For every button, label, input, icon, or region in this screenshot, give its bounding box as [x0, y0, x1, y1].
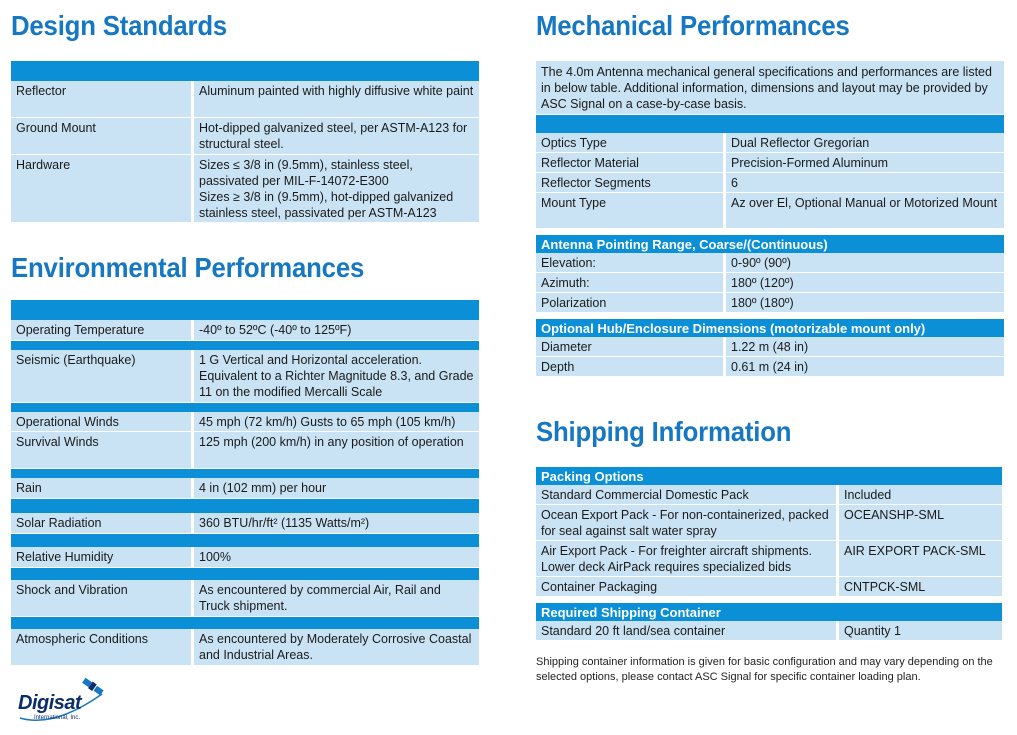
hub-dimensions-heading: Optional Hub/Enclosure Dimensions (motorizable mount only): [536, 319, 1004, 337]
logo-subtitle: International, Inc.: [34, 715, 81, 721]
row-value: Az over El, Optional Manual or Motorized Mount: [723, 193, 1004, 229]
table-row: [536, 541, 1002, 577]
table-row: [11, 350, 479, 403]
table-header-bar: [536, 115, 1004, 133]
packing-options-heading: Packing Options: [536, 467, 1002, 485]
row-label: Depth: [536, 357, 723, 377]
section-divider: [11, 568, 479, 580]
shipping-title: Shipping Information: [536, 416, 792, 447]
shipping-note: Shipping container information is given for basic configuration and may vary depending on the selected options, please contact ASC Signal for specific container loading plan.: [536, 656, 993, 683]
row-label: Survival Winds: [11, 432, 191, 469]
table-row: [536, 337, 1004, 357]
table-row: [11, 580, 479, 617]
row-label: Rain: [11, 478, 191, 499]
table-row: [536, 133, 1004, 153]
row-label: Operational Winds: [11, 412, 191, 432]
mechanical-section: [536, 61, 1004, 377]
row-value: 180º (120º): [723, 273, 1004, 293]
section-divider: [11, 469, 479, 478]
packing-options-table: [536, 485, 1002, 597]
row-value: OCEANSHP-SML: [836, 505, 1002, 541]
row-value: 125 mph (200 km/h) in any position of operation: [191, 432, 479, 469]
row-value: CNTPCK-SML: [836, 577, 1002, 597]
row-value: As encountered by commercial Air, Rail and Truck shipment.: [191, 580, 479, 617]
row-value: 100%: [191, 547, 479, 568]
table-row: [11, 412, 479, 432]
logo-name: Digisat: [18, 692, 82, 714]
row-label: Hardware: [11, 155, 191, 223]
environmental-table: [11, 300, 479, 666]
row-label: Polarization: [536, 293, 723, 313]
row-label: Mount Type: [536, 193, 723, 229]
row-label: Seismic (Earthquake): [11, 350, 191, 403]
row-value: 1.22 m (48 in): [723, 337, 1004, 357]
table-row: [536, 485, 1002, 505]
table-row: [536, 505, 1002, 541]
row-value: Hot-dipped galvanized steel, per ASTM-A123 for structural steel.: [191, 118, 479, 155]
row-value: Included: [836, 485, 1002, 505]
row-label: Azimuth:: [536, 273, 723, 293]
row-label: Standard Commercial Domestic Pack: [536, 485, 836, 505]
row-label: Elevation:: [536, 253, 723, 273]
row-value: 6: [723, 173, 1004, 193]
row-label: Ocean Export Pack - For non-containerized, packed for seal against salt water spray: [536, 505, 836, 541]
row-value: AIR EXPORT PACK-SML: [836, 541, 1002, 577]
digisat-logo: [14, 674, 114, 729]
table-row: [536, 153, 1004, 173]
row-value: As encountered by Moderately Corrosive Coastal and Industrial Areas.: [191, 629, 479, 666]
row-value: Dual Reflector Gregorian: [723, 133, 1004, 153]
required-container-heading: Required Shipping Container: [536, 603, 1002, 621]
table-header-bar: [11, 300, 479, 320]
table-row: [11, 118, 479, 155]
row-value: 0-90º (90º): [723, 253, 1004, 273]
design-standards-table: [11, 61, 479, 223]
row-value: 4 in (102 mm) per hour: [191, 478, 479, 499]
table-row: [536, 193, 1004, 229]
section-divider: [11, 341, 479, 350]
row-label: Operating Temperature: [11, 320, 191, 341]
section-divider: [11, 617, 479, 629]
table-row: [11, 629, 479, 666]
table-row: [11, 155, 479, 223]
table-row: [536, 577, 1002, 597]
mechanical-title: Mechanical Performances: [536, 10, 850, 41]
mechanical-intro: The 4.0m Antenna mechanical general specifications and performances are listed in below table. Additional information, dimensions and layout may be provided by ASC Signal on a case-by-case basis.: [536, 61, 1004, 114]
row-label: Air Export Pack - For freighter aircraft shipments. Lower deck AirPack requires specialized bids: [536, 541, 836, 577]
row-value: Aluminum painted with highly diffusive white paint: [191, 81, 479, 118]
section-divider: [11, 534, 479, 547]
row-label: Ground Mount: [11, 118, 191, 155]
table-row: [11, 478, 479, 499]
row-label: Shock and Vibration: [11, 580, 191, 617]
table-row: [11, 320, 479, 341]
section-divider: [11, 499, 479, 513]
row-label: Relative Humidity: [11, 547, 191, 568]
table-row: [536, 273, 1004, 293]
row-label: Diameter: [536, 337, 723, 357]
table-row: [11, 513, 479, 534]
hub-dimensions-table: [536, 337, 1004, 377]
table-header-bar: [11, 61, 479, 81]
row-label: Optics Type: [536, 133, 723, 153]
table-row: [536, 173, 1004, 193]
table-row: [536, 293, 1004, 313]
table-row: [536, 621, 1002, 641]
table-row: [536, 357, 1004, 377]
row-value: Sizes ≤ 3/8 in (9.5mm), stainless steel, passivated per MIL-F-14072-E300 Sizes ≥ 3/8 in (9.5mm), hot-dipped galvanized stainless steel, passivated per ASTM-A123: [191, 155, 479, 223]
table-row: [536, 253, 1004, 273]
row-value: 45 mph (72 km/h) Gusts to 65 mph (105 km/h): [191, 412, 479, 432]
row-value: 180º (180º): [723, 293, 1004, 313]
design-standards-title: Design Standards: [11, 10, 228, 41]
table-row: [11, 547, 479, 568]
mechanical-table: [536, 133, 1004, 229]
row-value: Precision-Formed Aluminum: [723, 153, 1004, 173]
row-label: Reflector Material: [536, 153, 723, 173]
row-value: 1 G Vertical and Horizontal acceleration. Equivalent to a Richter Magnitude 8.3, and Grade 11 on the modified Mercalli Scale: [191, 350, 479, 403]
row-value: 0.61 m (24 in): [723, 357, 1004, 377]
row-value: Quantity 1: [836, 621, 1002, 641]
row-value: 360 BTU/hr/ft² (1135 Watts/m²): [191, 513, 479, 534]
shipping-section: [536, 467, 1002, 685]
pointing-range-heading: Antenna Pointing Range, Coarse/(Continuous): [536, 235, 1004, 253]
row-label: Solar Radiation: [11, 513, 191, 534]
section-divider: [11, 403, 479, 412]
row-label: Reflector Segments: [536, 173, 723, 193]
required-container-table: [536, 621, 1002, 641]
row-value: -40º to 52ºC (-40º to 125ºF): [191, 320, 479, 341]
row-label: Reflector: [11, 81, 191, 118]
row-label: Container Packaging: [536, 577, 836, 597]
row-label: Atmospheric Conditions: [11, 629, 191, 666]
pointing-range-table: [536, 253, 1004, 313]
table-row: [11, 81, 479, 118]
environmental-title: Environmental Performances: [11, 252, 365, 283]
row-label: Standard 20 ft land/sea container: [536, 621, 836, 641]
table-row: [11, 432, 479, 469]
